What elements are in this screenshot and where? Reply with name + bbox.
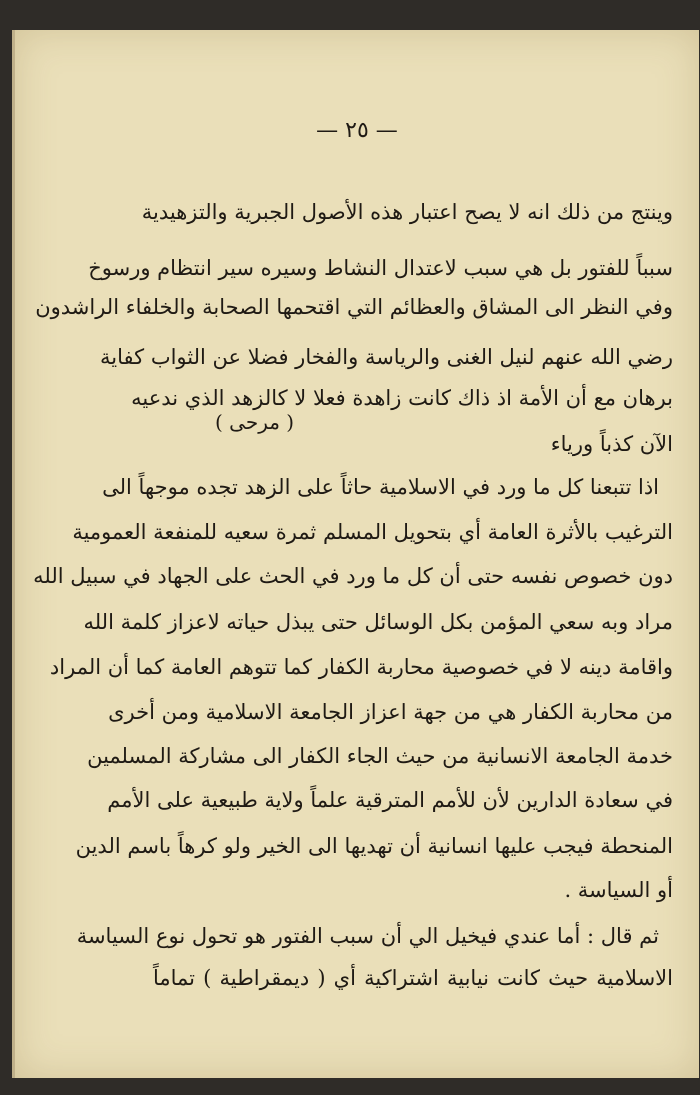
text-line: الترغيب بالأثرة العامة أي بتحويل المسلم ثمرة سعيه للمنفعة العمومية [72, 520, 673, 544]
text-line: في سعادة الدارين لأن للأمم المترقية علماً ولاية طبيعية على الأمم [107, 788, 673, 812]
text-line: الاسلامية حيث كانت نيابية اشتراكية أي ( ديمقراطية ) تماماً [153, 966, 673, 990]
attribution: ( مرحى ) [215, 410, 295, 434]
text-line: برهان مع أن الأمة اذ ذاك كانت زاهدة فعلا لا كالزهد الذي ندعيه [131, 386, 673, 410]
text-line: الآن كذباً ورياء [550, 432, 673, 456]
text-line: دون خصوص نفسه حتى أن كل ما ورد في الحث على الجهاد في سبيل الله [33, 564, 673, 588]
text-line: ثم قال : أما عندي فيخيل الي أن سبب الفتور هو تحول نوع السياسة [76, 924, 659, 948]
text-line: وينتج من ذلك انه لا يصح اعتبار هذه الأصول الجبرية والتزهيدية [141, 200, 673, 224]
text-line: أو السياسة . [564, 878, 673, 902]
page-number: — ٢٥ — [316, 118, 398, 143]
text-line: رضي الله عنهم لنيل الغنى والرياسة والفخار فضلا عن الثواب كفاية [100, 345, 673, 369]
text-line: المنحطة فيجب عليها انسانية أن تهديها الى الخير ولو كرهاً باسم الدين [75, 834, 673, 858]
text-line: اذا تتبعنا كل ما ورد في الاسلامية حاثاً على الزهد تجده موجهاً الى [102, 475, 659, 499]
text-line: وفي النظر الى المشاق والعظائم التي اقتحمها الصحابة والخلفاء الراشدون [35, 295, 673, 319]
book-page [12, 30, 699, 1078]
text-line: واقامة دينه لا في خصوصية محاربة الكفار كما تتوهم العامة كما أن المراد [49, 655, 673, 679]
text-line: سبباً للفتور بل هي سبب لاعتدال النشاط وسيره سير انتظام ورسوخ [88, 256, 673, 280]
text-line: مراد وبه سعي المؤمن بكل الوسائل حتى يبذل حياته لاعزاز كلمة الله [83, 610, 673, 634]
text-line: خدمة الجامعة الانسانية من حيث الجاء الكفار الى مشاركة المسلمين [87, 744, 673, 768]
text-line: من محاربة الكفار هي من جهة اعزاز الجامعة الاسلامية ومن أخرى [108, 700, 673, 724]
